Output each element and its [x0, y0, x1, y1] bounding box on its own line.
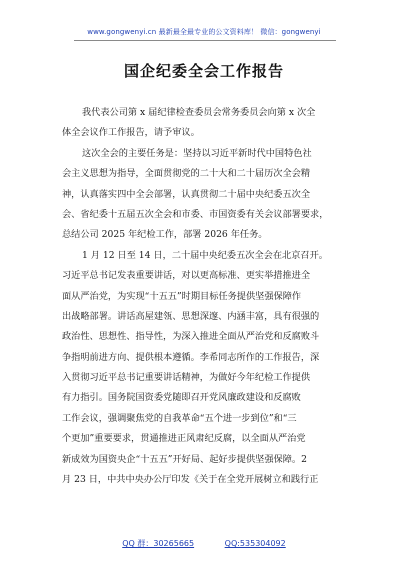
body-line: 新成效为国资央企“十五五”开好局、起好步提供坚强保障。2 [62, 453, 307, 465]
header-watermark: www.gongwenyi.cn 最新最全最专业的公文资料库！ 微信：gongwenyi [87, 28, 321, 36]
body-line: 争指明前进方向、提供根本遵循。李希同志所作的工作报告，深 [62, 351, 320, 363]
body-line: 政治性、思想性、指导性，为深入推进全面从严治党和反腐败斗 [62, 331, 320, 343]
body-line: 神，认真落实四中全会部署，认真贯彻二十届中央纪委五次全 [62, 188, 311, 200]
header-divider [74, 40, 336, 41]
body-line: 1 月 12 日至 14 日，二十届中央纪委五次全会在北京召开。 [82, 249, 328, 261]
body-line: 习近平总书记发表重要讲话，对以更高标准、更实举措推进全 [62, 270, 311, 282]
footer-qq: QQ:535304092 [224, 539, 286, 548]
body-line: 面从严治党，为实现“十五五”时期目标任务提供坚强保障作 [62, 290, 302, 302]
body-line: 出战略部署。讲话高屋建瓴、思想深邃、内涵丰富，具有很强的 [62, 310, 320, 322]
body-line: 体全会议作工作报告，请予审议。 [62, 127, 200, 139]
body-line: 我代表公司第 x 届纪律检查委员会常务委员会向第 x 次全 [82, 107, 316, 118]
body-line: 总结公司 2025 年纪检工作，部署 2026 年任务。 [62, 229, 268, 241]
body-line: 有力指引。国务院国资委党随即召开党风廉政建设和反腐败 [62, 392, 301, 404]
footer-qq-group: QQ 群：30265665 [122, 539, 195, 548]
body-line: 会主义思想为指导，全面贯彻党的二十大和二十届历次全会精 [62, 168, 311, 180]
body-line: 工作会议，强调聚焦党的自我革命“五个进一步到位”和“三 [62, 412, 297, 424]
document-title: 国企纪委全会工作报告 [123, 62, 284, 80]
body-line: 个更加”重要要求，贯通推进正风肃纪反腐，以全面从严治党 [62, 433, 306, 445]
body-line: 入贯彻习近平总书记重要讲话精神，为做好今年纪检工作提供 [62, 372, 311, 384]
body-line: 会、省纪委十五届五次全会和市委、市国资委有关会议部署要求， [62, 208, 329, 220]
body-line: 这次全会的主要任务是：坚持以习近平新时代中国特色社 [82, 147, 312, 159]
document-body [62, 103, 352, 490]
footer-contact [0, 538, 408, 549]
body-line: 月 23 日，中共中央办公厅印发《关于在全党开展树立和践行正 [62, 474, 319, 486]
